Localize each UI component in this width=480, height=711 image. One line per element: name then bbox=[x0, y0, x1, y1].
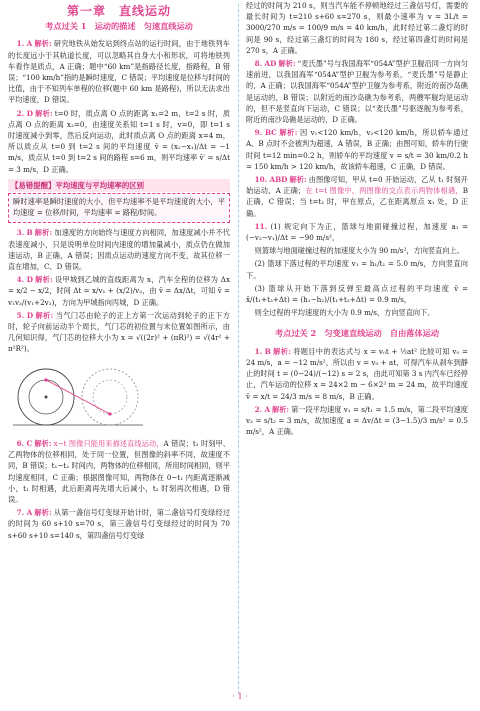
answer-11-part-4: (3) 篮球从开始下落到反弹至最高点过程的平均速度 v̄ = x̄/(t₁+t₂+Δt) = (h₁−h₂)/(t₁+t₂+Δt) = 0.9 m/s， bbox=[246, 283, 468, 305]
section-title-1: 考点过关 1 运动的描述 匀速直线运动 bbox=[45, 21, 193, 32]
answer-6: 6. C 解析: x−t 图像只能用来描述直线运动，A 错误；t₁ 时刻甲、乙两物体的位移相同，处于同一位置，但图像的斜率不同，故速度不同，B 错误；t₁∼t₂ 时间内，两物体的位移相同，所用时间相同，则平均速度相同，C 正确；根据图像可知，两物体在 0∼t₁ 内距离逐渐减小，t₁ 时相遇，此后距离再先增大后减小，t₂ 时刻再次相遇，D 错误。 bbox=[8, 438, 230, 504]
answer-11-part-5: 则全过程的平均速度的大小为 0.9 m/s，方向竖直向下。 bbox=[254, 308, 435, 318]
answer-11-part-2: 则篮球与地面碰撞过程的加速度大小为 90 m/s²，方向竖直向上。 bbox=[254, 246, 464, 256]
answer-9: 9. BC 解析: 因 v₁<120 km/h，v₂<120 km/h，所以轿车通过 A、B 点时不会被判为超速，A 错误，B 正确；由图可知，轿车的行驶时间 t=12 min=0.2 h，则轿车的平均速度 v = s/t = 30 km/0.2 h = 150 km/h > 120 km/h，故该轿车超速，C 正确，D 错误。 bbox=[246, 128, 469, 171]
answer-5: 5. D 解析: 当气门芯由轮子的正上方第一次运动到轮子的正下方时，轮子向前运动半个周长，气门芯的初位置与末位置如图所示，由几何知识得，气门芯的位移大小为 x = √((2r)² + (πR)²) = √(4r² + π²R²)。 bbox=[8, 310, 230, 354]
tip-box bbox=[8, 193, 230, 223]
page-number: · 1 · bbox=[232, 692, 248, 701]
answer-3: 3. B 解析: 加速度的方向始终与速度方向相同，加速度减小并不代表速度减小，只是说明单位时间内速度的增加量减小，质点仍在做加速运动，B 正确，A 错误；因质点运动的速度方向不变，故其位移一直在增加，C、D 错误。 bbox=[8, 228, 230, 272]
divider bbox=[238, 4, 239, 694]
answer-10: 10. ABD 解析: 由图像可知，甲从 t=0 开始运动，乙从 t₁ 时刻开始运动，A 正确；在 t=t 图像中，两图像的交点表示两物体相遇，B 正确，C 错误；当 t=t₁ 时，甲在原点，乙在距离原点 x₁ 处，D 正确。 bbox=[246, 175, 468, 218]
answer-s2-1: 1. B 解析: 将题目中的表达式与 x = v₀t + ½at² 比较可知 v₀ = 24 m/s，a = −12 m/s²，所以由 v = v₀ + at，可得汽车从刹车到静止的时间 t = (0−24)/(−12) s = 2 s，由此可知第 3 s 内汽车已经停止，汽车运动的位移 x = 24×2 m − 6×2² m = 24 m，故平均速度 v̄ = x/t = 24/3 m/s = 8 m/s，B 正确。 bbox=[246, 346, 468, 401]
right-column bbox=[246, 0, 468, 439]
left-column bbox=[8, 0, 230, 543]
section-title-2: 考点过关 2 匀变速直线运动 自由落体运动 bbox=[274, 328, 440, 339]
answer-4: 4. D 解析: 设甲城到乙城的直线距离为 x，汽车全程的位移为 Δx = x/2 − x/2，时间 Δt = x/v₁ + (x/2)/v₂，由 v̄ = Δx/Δt，可知 v̄ = v₁v₂/(v₁+2v₂)，方向为甲城指向丙城，D 正确。 bbox=[8, 275, 230, 307]
answer-7-continued: 经过的时间为 210 s，则当汽车能不停顿地经过三盏信号灯，需要的最长时间为 t=210 s+60 s=270 s，则最小速率为 v = 3L/t = 3000/270 m/s = 100/9 m/s = 40 km/h，此时经过第二盏灯的时间是 90 s，经过第三盏灯的时间为 180 s，经过第四盏灯的时间是 270 s，A 正确。 bbox=[246, 1, 468, 55]
answer-s2-2: 2. A 解析: 第一段平均速度 v₁ = s/t₁ = 1.5 m/s，第二段平均速度 v₂ = s/t₂ = 3 m/s，故加速度 a = Δv/Δt = (3−1.5)/3 m/s² = 0.5 m/s²，A 正确。 bbox=[246, 404, 468, 437]
chapter-title: 第一章 直线运动 bbox=[66, 4, 171, 18]
answer-1: 1. A 解析: 研究地铁从始发站到终点站的运行时间，由于地铁列车的长度远小于其轨道长度，可以忽略其自身大小和形状，可将地铁列车看作是质点，A 正确；题中“60 km”是指路径长度，指路程，B 错误；“100 km/h”指的是瞬时速度，C 错误；平均速度是位移与时间的比值，由于不知列车单程的位移(题中 60 km 是路程)，所以无法求出平均速度，D 错误。 bbox=[8, 39, 230, 105]
answer-11-part-3: (2) 篮球下落过程的平均速度 v₁ = h₁/t₁ = 5.0 m/s，方向竖直向下。 bbox=[246, 259, 468, 280]
answer-8: 8. AD 解析: “麦氏墨”号与我国海军“054A”型护卫舰沿同一方向匀速前进，以我国海军“054A”型护卫舰为参考系，“麦氏墨”号是静止的，A 正确；以我国海军“054A”型护卫舰为参考系，附近的南沙岛礁是运动的，B 错误；以附近的南沙岛礁为参考系，两艘军舰均是运动的，但不是竖直向下运动，C 错误；以“麦氏墨”号驱逐舰为参考系，附近的南沙岛礁是运动的，D 正确。 bbox=[246, 59, 468, 125]
tip-text: 瞬时速率是瞬时速度的大小，但平均速率不是平均速度的大小，平均速度 = 位移/时间，平均速率 = 路程/时间。 bbox=[13, 197, 225, 218]
answer-2: 2. D 解析: t=0 时，质点离 O 点的距离 x₁=2 m，t=2 s 时，质点离 O 点的距离 x₂=0，由速度关系知 t=1 s 时，v=0，即 t=1 s 时速度减小到零，然后反向运动，此时质点离 O 点的距离 x=4 m，所以质点从 t=0 到 t=2 s 间的平均速度 v̄ = (x₂−x₁)/Δt = −1 m/s，质点从 t=0 到 t=2 s 间的路程 s=6 m，则平均速率 v̄′ = s/Δt = 3 m/s，D 正确。 bbox=[8, 108, 231, 174]
answer-7: 7. A 解析: 从第一盏信号灯变绿开始计时，第二盏信号灯变绿经过的时间为 60 s+10 s=70 s，第三盏信号灯变绿经过的时间为 70 s+60 s+10 s=140 s，第四盏信号灯变绿 bbox=[8, 508, 230, 540]
wheel-figure bbox=[8, 361, 148, 431]
tip-title: 【易错提醒】平均速度与平均速率的区别 bbox=[8, 179, 230, 192]
answer-11-part-1: 11. (1) 规定向下为正，篮球与地面碰撞过程，加速度 a₁ = (−v₂−v₁)/Δt = −90 m/s²， bbox=[246, 221, 468, 243]
